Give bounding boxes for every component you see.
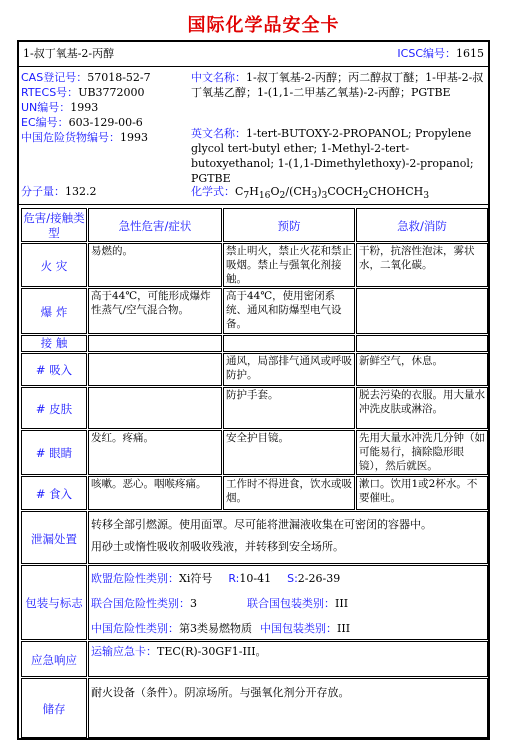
eu-class-line: 欧盟危险性类别：Xi符号 R:10-41 S:2-26-39 [91, 572, 341, 585]
spill-label-cell [21, 511, 87, 564]
row-explosion-type: 爆 炸 [21, 288, 87, 334]
header-type-cell [21, 208, 87, 242]
un-line: UN编号：1993 [21, 101, 99, 114]
row-skin-prevention: 防护手套。 [223, 387, 355, 429]
un-class-line: 联合国危险性类别：3 联合国包装类别：III [91, 597, 349, 610]
chemical-formula: 化学式：$C_7H_{16}O_2/(CH_3)_3COCH_2CHOHCH_3$ [191, 185, 430, 202]
row-contact-symptoms [88, 335, 222, 352]
header-first-aid: 急救/消防 [397, 219, 447, 233]
spill-text: 转移全部引燃源。使用面罩。尽可能将泄漏液收集在可密闭的容器中。 用砂土或惰性吸收剂吸收残液，并转移到安全场所。 [88, 511, 488, 564]
row-fire-first-aid: 干粉，抗溶性泡沫，雾状水，二氧化碳。 [356, 243, 488, 287]
row-skin-type: # 皮肤 [21, 387, 87, 429]
row-contact-type: 接 触 [21, 335, 87, 352]
row-inhalation-symptoms [88, 353, 222, 386]
packaging-text [88, 565, 488, 640]
header-type: 危害/接触类型 [23, 211, 85, 240]
row-eyes-prevention: 安全护目镜。 [223, 430, 355, 475]
row-ingestion-prevention: 工作时不得进食，饮水或吸烟。 [223, 476, 355, 510]
header-symptoms: 急性危害/症状 [118, 219, 192, 233]
row-fire-symptoms: 易燃的。 [88, 243, 222, 287]
rtecs-line: RTECS号：UB3772000 [21, 86, 145, 99]
row-inhalation-prevention: 通风，局部排气通风或呼吸防护。 [223, 353, 355, 386]
row-explosion-symptoms: 高于44℃，可能形成爆炸性蒸气/空气混合物。 [88, 288, 222, 334]
cn-class-line: 中国危险性类别：第3类易燃物质 中国包装类别：III [91, 622, 351, 635]
icsc-value: 1615 [456, 47, 484, 60]
chemical-name: 1-叔丁氧基-2-丙醇 [23, 47, 115, 60]
row-eyes-type: # 眼睛 [21, 430, 87, 475]
card-title: 国际化学品安全卡 [187, 15, 340, 36]
safety-card [17, 40, 490, 740]
row-eyes-first-aid: 先用大量水冲洗几分钟（如可能易行，摘除隐形眼镜），然后就医。 [356, 430, 488, 475]
identifiers-left [21, 70, 189, 145]
row-ingestion-first-aid: 漱口。饮用1或2杯水。不要催吐。 [356, 476, 488, 510]
row-contact-first-aid [356, 335, 488, 352]
english-names: 英文名称：1-tert-BUTOXY-2-PROPANOL; Propylene glycol tert-butyl ether; 1-Methyl-2-tert-butoxyethanol; 1-(1,1-Dimethylethoxy)-2-propanol; PGTBE [191, 127, 474, 185]
row-inhalation-first-aid: 新鲜空气，休息。 [356, 353, 488, 386]
storage-text: 耐火设备（条件）。阴凉场所。与强氧化剂分开存放。 [88, 678, 488, 738]
emergency-text: 运输应急卡：TEC(R)-30GF1-III。 [88, 641, 488, 677]
cas-line: CAS登记号：57018-52-7 [21, 71, 151, 84]
row-skin-first-aid: 脱去污染的衣服。用大量水冲洗皮肤或淋浴。 [356, 387, 488, 429]
ec-line: EC编号：603-129-00-6 [21, 116, 143, 129]
storage-label: 储存 [42, 702, 66, 716]
storage-label-cell [21, 678, 87, 738]
header-prevention: 预防 [277, 219, 301, 233]
row-skin-symptoms [88, 387, 222, 429]
icsc-number [397, 46, 484, 61]
row-fire-type: 火 灾 [21, 243, 87, 287]
cn-dg-line: 中国危险货物编号：1993 [21, 131, 148, 144]
spill-label: 泄漏处置 [31, 532, 77, 546]
emergency-label-cell [21, 641, 87, 677]
row-eyes-symptoms: 发红。疼痛。 [88, 430, 222, 475]
emergency-label: 应急响应 [31, 653, 77, 667]
row-ingestion-symptoms: 咳嗽。恶心。咽喉疼痛。 [88, 476, 222, 510]
header-prevention-cell [223, 208, 355, 242]
row-ingestion-type: # 食入 [21, 476, 87, 510]
header-symptoms-cell [88, 208, 222, 242]
packaging-label: 包装与标志 [25, 596, 83, 610]
row-explosion-prevention: 高于44℃，使用密闭系统、通风和防爆型电气设备。 [223, 288, 355, 334]
row-inhalation-type: # 吸入 [21, 353, 87, 386]
header-firstaid-cell [356, 208, 488, 242]
row-fire-prevention: 禁止明火，禁止火花和禁止吸烟。禁止与强氧化剂接触。 [223, 243, 355, 287]
packaging-label-cell [21, 565, 87, 640]
icsc-label: ICSC编号： [397, 47, 456, 60]
row-contact-prevention [223, 335, 355, 352]
molecular-weight: 分子量：132.2 [21, 185, 97, 198]
row-explosion-first-aid [356, 288, 488, 334]
chinese-names: 中文名称：1-叔丁氧基-2-丙醇；丙二醇叔丁醚；1-甲基-2-叔丁氧基乙醇；1-(1,1-二甲基乙氧基)-2-丙醇；PGTBE [191, 71, 484, 99]
